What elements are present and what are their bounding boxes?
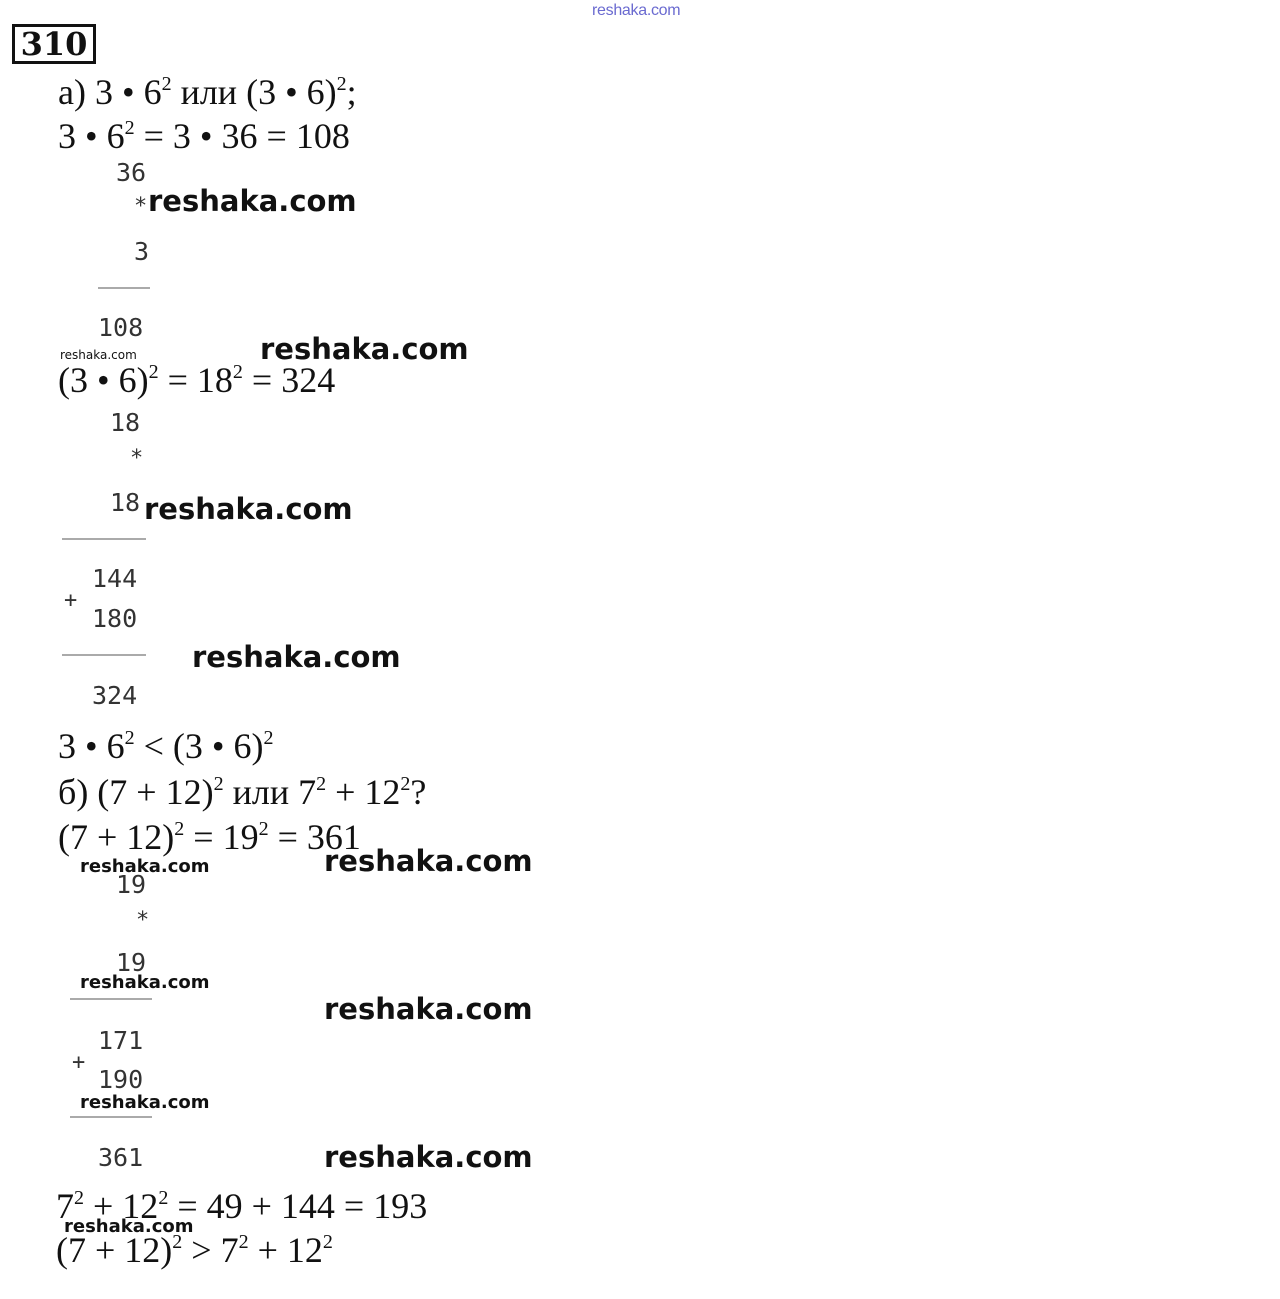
- text: б) (7 + 12): [58, 772, 214, 812]
- exponent: 2: [336, 73, 347, 95]
- text: (7 + 12): [56, 1230, 173, 1270]
- watermark: reshaka.com: [148, 184, 357, 218]
- exponent: 2: [316, 773, 327, 795]
- text: = 49 + 144 = 193: [168, 1186, 428, 1226]
- watermark-tiny: reshaka.com: [60, 348, 137, 362]
- part-b-question: [58, 772, 426, 812]
- text: > 7: [182, 1230, 239, 1270]
- mult2-partial1: 144: [92, 564, 138, 593]
- watermark: reshaka.com: [144, 492, 353, 526]
- text: + 12: [248, 1230, 323, 1270]
- mult3-partial2: 190: [98, 1065, 144, 1094]
- watermark: reshaka.com: [260, 332, 469, 366]
- part-a-calc-2: [58, 360, 335, 400]
- mult2-rule: [62, 538, 146, 540]
- mult3-plus: +: [72, 1050, 86, 1075]
- exponent: 2: [174, 818, 185, 840]
- exponent: 2: [124, 117, 135, 139]
- mult3-top: 19: [116, 870, 147, 899]
- mult3-rule: [70, 998, 152, 1000]
- exponent: 2: [322, 1231, 333, 1253]
- text: = 19: [184, 817, 259, 857]
- text: < (3 • 6): [134, 726, 264, 766]
- text: (7 + 12): [58, 817, 175, 857]
- mult1-bottom: 3: [134, 237, 150, 266]
- mult2-operator: *: [130, 446, 144, 471]
- mult2-result: 324: [92, 681, 138, 710]
- exponent: 2: [263, 727, 274, 749]
- text: или 7: [223, 772, 317, 812]
- watermark-small: reshaka.com: [80, 1092, 210, 1113]
- watermark-small: reshaka.com: [80, 856, 210, 877]
- exponent: 2: [74, 1187, 84, 1209]
- exponent: 2: [148, 361, 159, 383]
- mult1-top: 36: [116, 158, 147, 187]
- exponent: 2: [232, 361, 243, 383]
- part-a-calc-1: [58, 116, 350, 156]
- text: (3 • 6): [58, 360, 149, 400]
- text: или (3 • 6): [171, 72, 337, 112]
- part-a-conclusion: [58, 726, 274, 766]
- mult2-bottom: 18: [110, 488, 141, 517]
- mult2-partial2: 180: [92, 604, 138, 633]
- text: + 12: [326, 772, 401, 812]
- watermark: reshaka.com: [324, 844, 533, 878]
- text: + 12: [84, 1186, 159, 1226]
- exponent: 2: [238, 1231, 249, 1253]
- mult2-top: 18: [110, 408, 141, 437]
- part-a-question: [58, 72, 357, 112]
- mult3-result: 361: [98, 1143, 144, 1172]
- watermark-small: reshaka.com: [80, 972, 210, 993]
- text: 7: [56, 1186, 74, 1226]
- exponent: 2: [124, 727, 135, 749]
- mult3-sum-rule: [70, 1116, 152, 1118]
- mult2-sum-rule: [62, 654, 146, 656]
- text: = 3 • 36 = 108: [134, 116, 350, 156]
- site-watermark-top: reshaka.com: [592, 2, 681, 19]
- part-b-calc-1: [58, 817, 361, 857]
- mult1-result: 108: [98, 313, 144, 342]
- text: 3 • 6: [58, 726, 125, 766]
- watermark-small: reshaka.com: [64, 1216, 194, 1237]
- mult3-operator: *: [136, 908, 150, 933]
- watermark: reshaka.com: [324, 992, 533, 1026]
- exponent: 2: [158, 1187, 169, 1209]
- text: а) 3 • 6: [58, 72, 162, 112]
- text: = 18: [158, 360, 233, 400]
- exponent: 2: [161, 73, 172, 95]
- exponent: 2: [172, 1231, 183, 1253]
- text: 3 • 6: [58, 116, 125, 156]
- task-number-box: 310: [12, 24, 96, 64]
- watermark: reshaka.com: [192, 640, 401, 674]
- mult3-partial1: 171: [98, 1026, 144, 1055]
- mult1-rule: [98, 287, 150, 289]
- mult3-bottom: 19: [116, 948, 147, 977]
- text: = 361: [268, 817, 361, 857]
- exponent: 2: [258, 818, 269, 840]
- text: = 324: [242, 360, 336, 400]
- text: ;: [346, 72, 357, 112]
- text: ?: [410, 772, 427, 812]
- exponent: 2: [213, 773, 224, 795]
- mult1-operator: *: [134, 194, 148, 219]
- exponent: 2: [400, 773, 411, 795]
- watermark: reshaka.com: [324, 1140, 533, 1174]
- mult2-plus: +: [64, 588, 78, 613]
